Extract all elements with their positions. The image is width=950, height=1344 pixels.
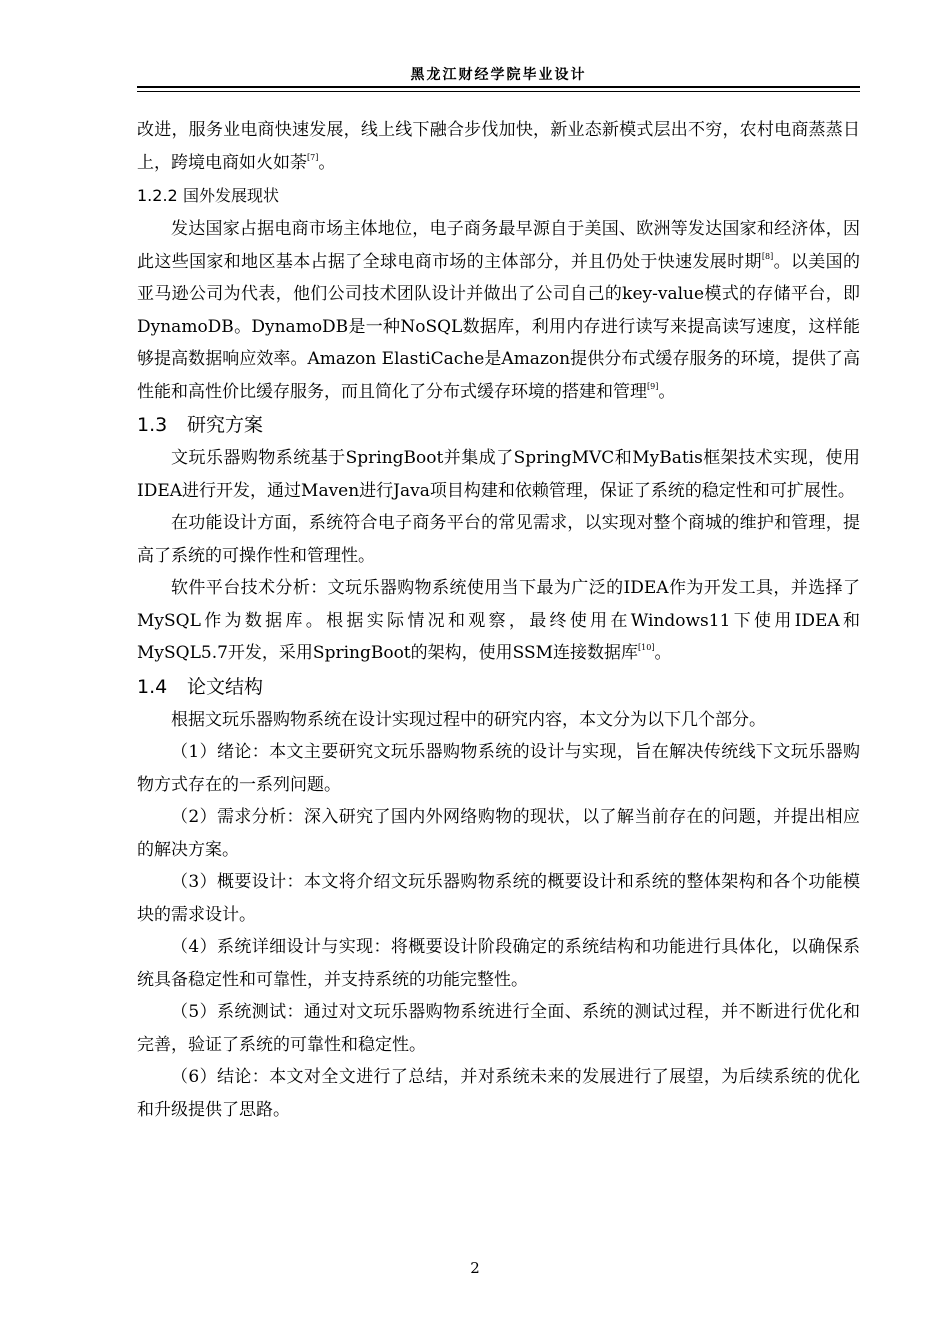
list-item-structure-3: （3）概要设计：本文将介绍文玩乐器购物系统的概要设计和系统的整体架构和各个功能模块的需求设计。 xyxy=(137,872,860,925)
citation-ref: [7] xyxy=(307,152,319,162)
section-heading-1-4 xyxy=(137,670,860,704)
paragraph-text: 。以美国的亚马逊公司为代表，他们公司技术团队设计并做出了公司自己的key-value模式的存储平台，即DynamoDB。DynamoDB是一种NoSQL数据库，利用内存进行读写来提高读写速度，这样能够提高数据响应效率。Amazon ElastiCache是Amazon提供分布式缓存服务的环境，提供了高性能和高性价比缓存服务，而且简化了分布式缓存环境的搭建和管理 xyxy=(137,251,861,402)
section-number: 1.4 xyxy=(137,675,168,698)
list-item-structure-1: （1）绪论：本文主要研究文玩乐器购物系统的设计与实现，旨在解决传统线下文玩乐器购物方式存在的一系列问题。 xyxy=(137,742,860,795)
list-item-structure-2: （2）需求分析：深入研究了国内外网络购物的现状，以了解当前存在的问题，并提出相应的解决方案。 xyxy=(137,807,860,860)
list-item-structure-6: （6）结论：本文对全文进行了总结，并对系统未来的发展进行了展望，为后续系统的优化和升级提供了思路。 xyxy=(137,1067,860,1120)
paragraph-text: 改进，服务业电商快速发展，线上线下融合步伐加快，新业态新模式层出不穷，农村电商蒸蒸日上，跨境电商如火如荼 xyxy=(137,120,860,173)
list-item-structure-5: （5）系统测试：通过对文玩乐器购物系统进行全面、系统的测试过程，并不断进行优化和完善，验证了系统的可靠性和稳定性。 xyxy=(137,1002,860,1055)
list-item-structure-4: （4）系统详细设计与实现：将概要设计阶段确定的系统结构和功能进行具体化，以确保系统具备稳定性和可靠性，并支持系统的功能完整性。 xyxy=(137,937,860,990)
section-number: 1.2.2 xyxy=(137,186,178,205)
paragraph-tail: 。 xyxy=(654,643,672,663)
section-title: 国外发展现状 xyxy=(183,186,280,205)
paragraph-text: 发达国家占据电商市场主体地位，电子商务最早源自于美国、欧洲等发达国家和经济体，因此这些国家和地区基本占据了全球电商市场的主体部分，并且仍处于快速发展时期 xyxy=(137,219,860,272)
section-number: 1.3 xyxy=(137,414,168,436)
section-heading-1-3 xyxy=(137,408,860,442)
citation-ref: [10] xyxy=(638,643,655,652)
paragraph-intro-continuation xyxy=(137,114,860,179)
paragraph-structure-intro: 根据文玩乐器购物系统在设计实现过程中的研究内容，本文分为以下几个部分。 xyxy=(171,709,766,730)
paragraph-plan-platform xyxy=(137,572,860,670)
paragraph-plan-function: 在功能设计方面，系统符合电子商务平台的常见需求，以实现对整个商城的维护和管理，提高了系统的可操作性和管理性。 xyxy=(137,513,860,566)
paragraph-tail: 。 xyxy=(318,152,336,173)
citation-ref: [8] xyxy=(761,251,774,261)
section-heading-1-2-2 xyxy=(137,179,860,213)
page-header-title: 黑龙江财经学院毕业设计 xyxy=(410,67,587,83)
section-title: 论文结构 xyxy=(187,675,264,698)
paragraph-tail: 。 xyxy=(658,381,676,402)
section-title: 研究方案 xyxy=(187,414,264,436)
page-body xyxy=(137,114,860,1126)
paragraph-plan-tech: 文玩乐器购物系统基于SpringBoot并集成了SpringMVC和MyBatis框架技术实现，使用IDEA进行开发，通过Maven进行Java项目构建和依赖管理，保证了系统的稳定性和可扩展性。 xyxy=(137,448,860,501)
header-rule-thick xyxy=(137,86,860,88)
page-number: 2 xyxy=(470,1259,480,1277)
paragraph-text: 软件平台技术分析：文玩乐器购物系统使用当下最为广泛的IDEA作为开发工具，并选择了MySQL作为数据库。根据实际情况和观察，最终使用在Windows11下使用IDEA和MySQL5.7开发，采用SpringBoot的架构，使用SSM连接数据库 xyxy=(137,578,860,663)
paragraph-foreign-status xyxy=(137,213,860,408)
header-rule-thin xyxy=(137,91,860,92)
citation-ref: [9] xyxy=(647,381,659,391)
